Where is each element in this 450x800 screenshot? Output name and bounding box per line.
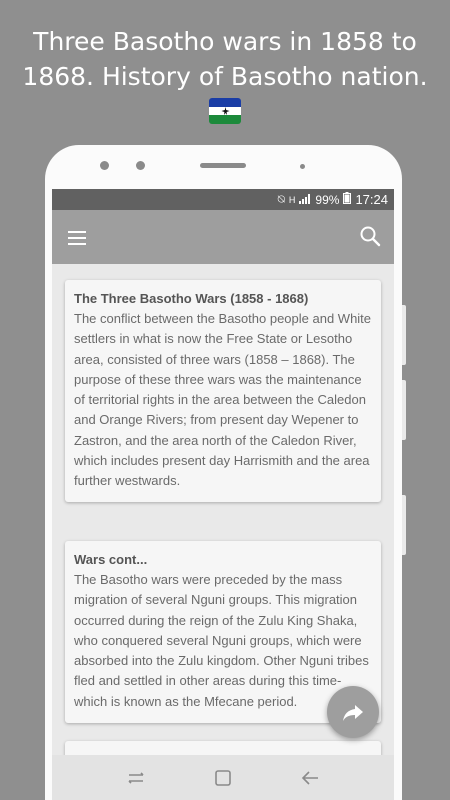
proximity-sensor	[300, 164, 305, 169]
front-camera	[136, 161, 145, 170]
share-icon	[341, 700, 365, 724]
article-card[interactable]	[65, 280, 381, 502]
search-icon[interactable]	[358, 224, 384, 250]
share-button[interactable]	[327, 686, 379, 738]
data-saver-icon: ⍉	[277, 192, 285, 206]
card-body: The Basotho wars were preceded by the mass migration of several Nguni groups. This migration occurred during the reign of the Zulu King Shaka, who conquered several Nguni groups, which were absorbed into the Zulu kingdom. Other Nguni tribes fled and settled in other areas during this time- which is known as the Mfecane period.	[74, 572, 369, 709]
card-title: Wars cont...	[74, 552, 148, 567]
signal-icon	[299, 193, 311, 207]
menu-icon[interactable]	[66, 227, 88, 247]
card-body: The conflict between the Basotho people and White settlers in what is now the Free State or Lesotho area, consisted of three wars (1858 – 1868). The purpose of these three wars was the maintenance of territorial rights in the area between the Caledon and Orange Rivers; from present day Wepener to Zastron, and the area north of the Caledon River, which includes present day Harrismith and the area further westwards.	[74, 311, 372, 489]
hd-voice-icon: H	[288, 194, 296, 205]
back-icon[interactable]	[290, 763, 330, 793]
app-screen	[52, 189, 394, 800]
clock: 17:24	[355, 192, 388, 207]
battery-icon	[343, 192, 351, 207]
home-icon[interactable]	[203, 763, 243, 793]
card-title: The Three Basotho Wars (1858 - 1868)	[74, 291, 309, 306]
earpiece-speaker	[200, 163, 246, 168]
side-button	[402, 495, 406, 555]
side-button	[402, 380, 406, 440]
recents-icon[interactable]	[116, 763, 156, 793]
side-button	[402, 305, 406, 365]
lesotho-flag-icon	[209, 98, 241, 124]
front-camera	[100, 161, 109, 170]
promo-title: Three Basotho wars in 1858 to 1868. History of Basotho nation.	[22, 27, 428, 91]
app-bar	[52, 210, 394, 264]
battery-percent: 99%	[315, 192, 340, 207]
system-nav-bar	[52, 755, 394, 800]
status-bar	[52, 189, 394, 210]
